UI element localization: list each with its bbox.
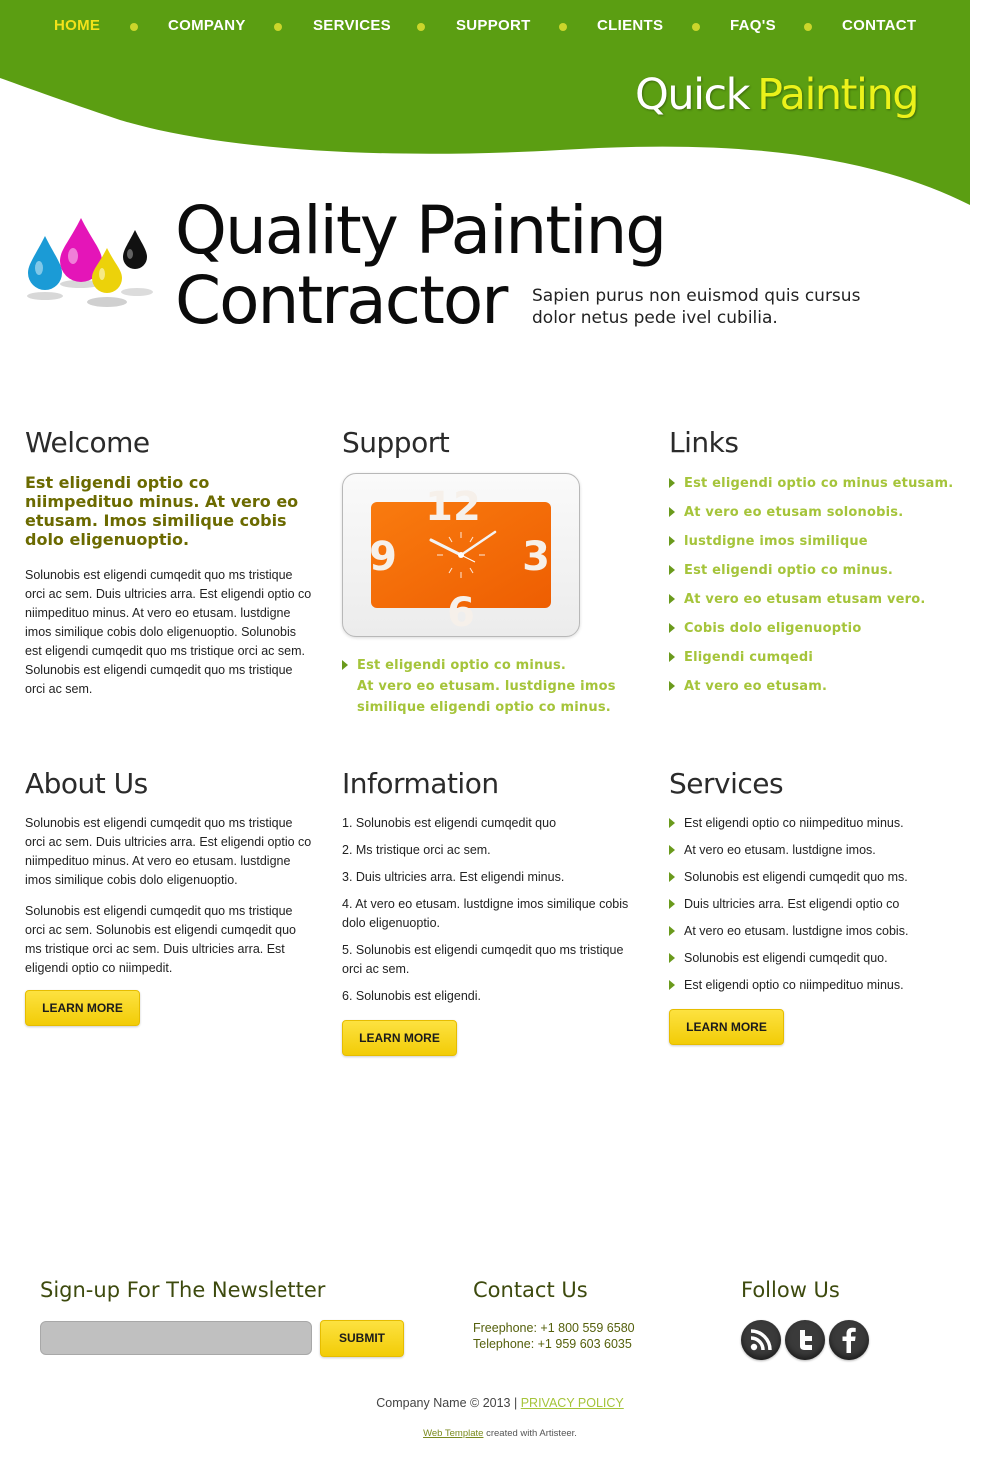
links-section [669, 426, 959, 705]
service-item [669, 949, 959, 968]
nav-support[interactable]: SUPPORT [456, 17, 531, 34]
welcome-paragraph: Solunobis est eligendi cumqedit quo ms tristique orci ac sem. [25, 663, 293, 696]
support-heading: Support [342, 426, 450, 459]
link-item-label: At vero eo etusam. [684, 679, 828, 694]
svg-text:9: 9 [369, 534, 397, 580]
information-section [342, 767, 632, 1056]
credit-text: created with Artisteer. [486, 1428, 577, 1439]
web-template-link[interactable]: Web Template [423, 1428, 484, 1439]
newsletter-submit-button[interactable]: SUBMIT [320, 1320, 404, 1357]
contact-details [473, 1320, 635, 1352]
link-item[interactable] [669, 560, 959, 581]
service-item-label: At vero eo etusam. lustdigne imos cobis. [684, 924, 909, 938]
about-paragraph: Solunobis est eligendi cumqedit quo ms tristique orci ac sem. Duis ultricies arra. Est eligendi optio co niimpedituo minus. At vero eo etusam. lustdigne imos similique cobis dolo eligenuoptio. [25, 816, 312, 887]
nav-faqs[interactable]: FAQ'S [730, 17, 776, 34]
nav-clients[interactable]: CLIENTS [597, 17, 664, 34]
service-item [669, 922, 959, 941]
facebook-icon[interactable] [829, 1320, 869, 1360]
about-section [25, 767, 315, 1026]
nav-separator-dot [274, 23, 282, 31]
bullet-arrow-icon [669, 872, 675, 882]
clock-face [369, 484, 551, 636]
links-list [669, 473, 959, 697]
bullet-arrow-icon [669, 953, 675, 963]
information-item: 1. Solunobis est eligendi cumqedit quo [342, 816, 557, 830]
link-item-label: Est eligendi optio co minus. [684, 563, 894, 578]
link-item[interactable] [669, 589, 959, 610]
main-nav [0, 17, 970, 37]
service-item-label: Solunobis est eligendi cumqedit quo ms. [684, 870, 908, 884]
hero-subtitle: Sapien purus non euismod quis cursus dolor netus pede ivel cubilia. [532, 286, 861, 328]
facebook-glyph [829, 1320, 869, 1360]
privacy-policy-link[interactable]: PRIVACY POLICY [520, 1396, 624, 1410]
welcome-paragraph: Solunobis est eligendi cumqedit quo ms tristique orci ac sem. Duis ultricies arra. Est eligendi optio co niimpedituo minus. At vero eo etusam. lustdigne imos similique cobis dolo eligenuoptio. Solunobis est eligendi cumqedit quo ms tristique orci ac sem. [25, 568, 312, 658]
bullet-arrow-icon [669, 594, 675, 604]
logo-word-painting: Painting [757, 70, 918, 120]
bullet-arrow-icon [669, 681, 675, 691]
service-item-label: Solunobis est eligendi cumqedit quo. [684, 951, 888, 965]
link-item-label: Est eligendi optio co minus etusam. [684, 476, 954, 491]
newsletter-heading: Sign-up For The Newsletter [40, 1278, 326, 1302]
welcome-section [25, 426, 315, 699]
newsletter-email-input[interactable] [40, 1321, 312, 1355]
support-caption-link[interactable] [342, 655, 632, 718]
site-logo[interactable] [635, 70, 918, 120]
logo-word-quick: Quick [635, 70, 750, 120]
services-heading: Services [669, 767, 784, 800]
rss-icon[interactable] [741, 1320, 781, 1360]
services-section [669, 767, 959, 1045]
link-item[interactable] [669, 647, 959, 668]
bullet-arrow-icon [669, 536, 675, 546]
information-heading: Information [342, 767, 499, 800]
nav-contact[interactable]: CONTACT [842, 17, 917, 34]
service-item [669, 868, 959, 887]
svg-text:12: 12 [425, 484, 481, 530]
telephone-number: Telephone: +1 959 603 6035 [473, 1337, 632, 1351]
about-body [25, 814, 315, 978]
link-item-label: Cobis dolo eligenuoptio [684, 621, 862, 636]
link-item[interactable] [669, 473, 959, 494]
information-item: 3. Duis ultricies arra. Est eligendi minus. [342, 870, 565, 884]
bullet-arrow-icon [669, 899, 675, 909]
clock-image [342, 473, 580, 637]
bullet-arrow-icon [669, 652, 675, 662]
ink-drops-image [25, 214, 160, 314]
link-item[interactable] [669, 618, 959, 639]
services-list [669, 814, 959, 995]
credit-line [0, 1428, 1000, 1439]
hero-title-line1: Quality Painting [175, 192, 666, 269]
service-item-label: Est eligendi optio co niimpedituo minus. [684, 816, 904, 830]
svg-text:6: 6 [447, 590, 475, 636]
svg-text:3: 3 [522, 534, 550, 580]
information-item: 6. Solunobis est eligendi. [342, 989, 481, 1003]
support-caption-line2: At vero eo etusam. lustdigne imos similique eligendi optio co minus. [357, 679, 616, 715]
contact-heading: Contact Us [473, 1278, 588, 1302]
bullet-arrow-icon [669, 507, 675, 517]
bullet-arrow-icon [669, 478, 675, 488]
information-learn-more-button[interactable]: LEARN MORE [342, 1020, 457, 1056]
link-item-label: At vero eo etusam etusam vero. [684, 592, 926, 607]
bullet-arrow-icon [669, 926, 675, 936]
copyright-text: Company Name © 2013 | [376, 1396, 518, 1410]
service-item [669, 841, 959, 860]
nav-separator-dot [804, 23, 812, 31]
twitter-glyph [785, 1320, 825, 1360]
nav-home[interactable]: HOME [54, 17, 101, 34]
link-item[interactable] [669, 676, 959, 697]
services-learn-more-button[interactable]: LEARN MORE [669, 1009, 784, 1045]
hero-title-line2: Contractor [175, 262, 507, 339]
twitter-icon[interactable] [785, 1320, 825, 1360]
information-list [342, 814, 632, 1006]
service-item-label: Est eligendi optio co niimpedituo minus. [684, 978, 904, 992]
about-learn-more-button[interactable]: LEARN MORE [25, 990, 140, 1026]
link-item-label: lustdigne imos similique [684, 534, 868, 549]
nav-services[interactable]: SERVICES [313, 17, 391, 34]
bullet-arrow-icon [669, 845, 675, 855]
bullet-arrow-icon [342, 660, 348, 670]
link-item[interactable] [669, 502, 959, 523]
bullet-arrow-icon [669, 623, 675, 633]
link-item-label: Eligendi cumqedi [684, 650, 814, 665]
service-item [669, 895, 959, 914]
link-item-label: At vero eo etusam solonobis. [684, 505, 904, 520]
information-item: 2. Ms tristique orci ac sem. [342, 843, 491, 857]
freephone-number: Freephone: +1 800 559 6580 [473, 1321, 635, 1335]
link-item[interactable] [669, 531, 959, 552]
bullet-arrow-icon [669, 565, 675, 575]
nav-separator-dot [130, 23, 138, 31]
nav-company[interactable]: COMPANY [168, 17, 246, 34]
bullet-arrow-icon [669, 818, 675, 828]
welcome-heading: Welcome [25, 426, 150, 459]
rss-glyph [741, 1320, 781, 1360]
service-item-label: Duis ultricies arra. Est eligendi optio co [684, 897, 900, 911]
support-section [342, 426, 632, 718]
information-item: 5. Solunobis est eligendi cumqedit quo ms tristique orci ac sem. [342, 943, 624, 976]
header [0, 0, 970, 210]
service-item [669, 976, 959, 995]
welcome-lead: Est eligendi optio co niimpedituo minus. At vero eo etusam. Imos similique cobis dolo eligenuoptio. [25, 473, 299, 549]
information-item: 4. At vero eo etusam. lustdigne imos similique cobis dolo eligenuoptio. [342, 897, 629, 930]
nav-separator-dot [417, 23, 425, 31]
nav-separator-dot [692, 23, 700, 31]
service-item [669, 814, 959, 833]
support-caption-line1: Est eligendi optio co minus. [357, 658, 567, 673]
about-paragraph: Solunobis est eligendi cumqedit quo ms tristique orci ac sem. Solunobis est eligendi cumqedit quo ms tristique orci ac sem. Duis ultricies arra. Est eligendi optio co niimpedit. [25, 904, 296, 975]
welcome-body [25, 566, 315, 699]
links-heading: Links [669, 426, 739, 459]
bullet-arrow-icon [669, 980, 675, 990]
copyright-line [0, 1396, 1000, 1410]
service-item-label: At vero eo etusam. lustdigne imos. [684, 843, 876, 857]
nav-separator-dot [559, 23, 567, 31]
about-heading: About Us [25, 767, 148, 800]
follow-heading: Follow Us [741, 1278, 840, 1302]
